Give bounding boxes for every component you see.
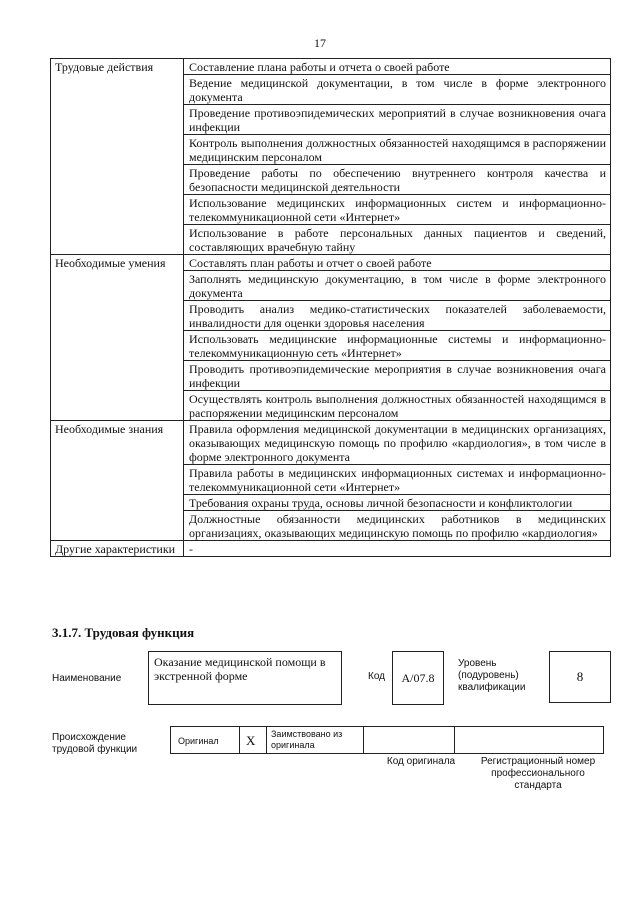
original-label: Оригинал bbox=[178, 736, 219, 746]
table-row bbox=[51, 255, 611, 271]
row-label: Трудовые действия bbox=[51, 59, 184, 255]
row-item: Правила работы в медицинских информационных системах и информационно-телекоммуникационной сети «Интернет» bbox=[184, 465, 611, 495]
row-item: Использование медицинских информационных систем и информационно-телекоммуникационной сети «Интернет» bbox=[184, 195, 611, 225]
level-label: Уровень (подуровень) квалификации bbox=[458, 658, 526, 693]
level-value: 8 bbox=[576, 669, 584, 684]
row-item: Использование в работе персональных данных пациентов и сведений, составляющих врачебную тайну bbox=[184, 225, 611, 255]
row-item: Осуществлять контроль выполнения должностных обязанностей находящимся в распоряжении медицинским персоналом bbox=[184, 391, 611, 421]
borrowed-label: Заимствовано из оригинала bbox=[271, 729, 343, 750]
origin-label: Происхождение трудовой функции bbox=[52, 732, 138, 755]
row-item: - bbox=[184, 541, 611, 557]
row-item: Проведение противоэпидемических мероприятий в случае возникновения очага инфекции bbox=[184, 105, 611, 135]
code-value: A/07.8 bbox=[401, 671, 435, 685]
name-label: Наименование bbox=[52, 673, 122, 684]
row-item: Проводить противоэпидемические мероприятия в случае возникновения очага инфекции bbox=[184, 361, 611, 391]
row-item: Проведение работы по обеспечению внутреннего контроля качества и безопасности медицинской деятельности bbox=[184, 165, 611, 195]
reg-number-caption: Регистрационный номер профессионального стандарта bbox=[480, 756, 596, 791]
page-number: 17 bbox=[314, 36, 326, 50]
code-label: Код bbox=[368, 671, 386, 682]
level-box bbox=[549, 651, 611, 703]
code-original-caption: Код оригинала bbox=[386, 756, 456, 767]
function-name-box bbox=[148, 651, 342, 705]
row-item: Ведение медицинской документации, в том числе в форме электронного документа bbox=[184, 75, 611, 105]
borrowed-cell bbox=[267, 727, 364, 754]
code-box bbox=[392, 651, 444, 705]
row-item: Требования охраны труда, основы личной безопасности и конфликтологии bbox=[184, 495, 611, 511]
row-label: Необходимые знания bbox=[51, 421, 184, 541]
origin-table bbox=[170, 726, 604, 754]
table-row bbox=[51, 59, 611, 75]
row-label: Другие характеристики bbox=[51, 541, 184, 557]
table-row bbox=[51, 421, 611, 465]
row-item: Контроль выполнения должностных обязанностей находящимся в распоряжении медицинским персоналом bbox=[184, 135, 611, 165]
table-row bbox=[51, 541, 611, 557]
function-name-value: Оказание медицинской помощи в экстренной форме bbox=[154, 655, 326, 683]
row-item: Использовать медицинские информационные системы и информационно-телекоммуникационную сеть «Интернет» bbox=[184, 331, 611, 361]
section-title: 3.1.7. Трудовая функция bbox=[52, 625, 195, 640]
code-original-cell bbox=[364, 727, 455, 754]
labor-function-table bbox=[50, 58, 611, 557]
row-item: Составлять план работы и отчет о своей работе bbox=[184, 255, 611, 271]
original-mark-cell bbox=[240, 727, 267, 754]
original-mark: X bbox=[246, 733, 256, 748]
row-label: Необходимые умения bbox=[51, 255, 184, 421]
row-item: Должностные обязанности медицинских работников в медицинских организациях, оказывающих медицинскую помощь по профилю «кардиология» bbox=[184, 511, 611, 541]
reg-number-cell bbox=[455, 727, 604, 754]
row-item: Составление плана работы и отчета о своей работе bbox=[184, 59, 611, 75]
row-item: Заполнять медицинскую документацию, в том числе в форме электронного документа bbox=[184, 271, 611, 301]
row-item: Правила оформления медицинской документации в медицинских организациях, оказывающих медицинскую помощь по профилю «кардиология», в том числе в форме электронного документа bbox=[184, 421, 611, 465]
original-cell bbox=[171, 727, 240, 754]
row-item: Проводить анализ медико-статистических показателей заболеваемости, инвалидности для оценки здоровья населения bbox=[184, 301, 611, 331]
